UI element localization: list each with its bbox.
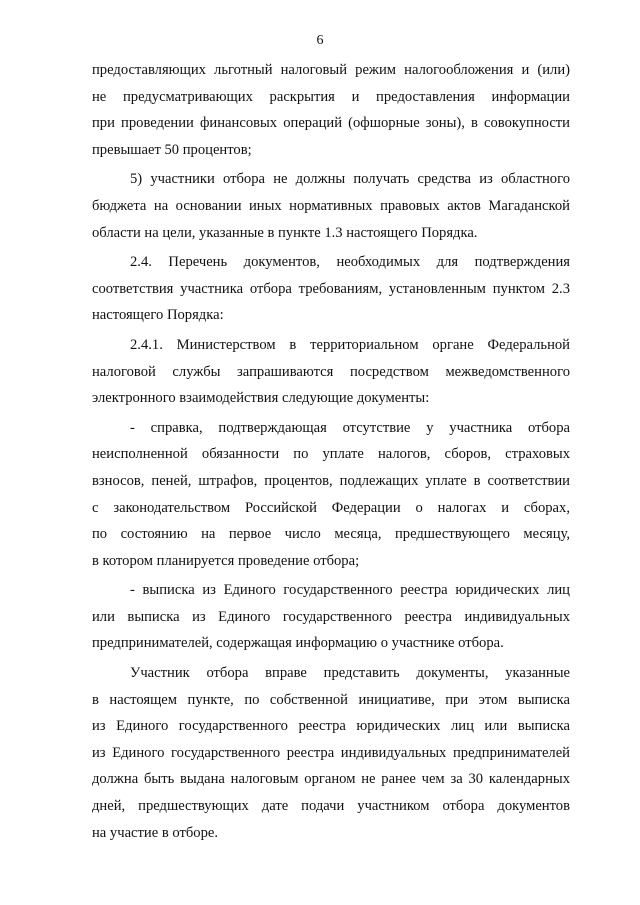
text-line: 2.4. Перечень документов, необходимых для подтверждения — [130, 254, 570, 271]
document-body — [92, 57, 570, 846]
text-line: Участник отбора вправе представить документы, указанные — [130, 665, 570, 682]
text-line: налоговой службы запрашиваются посредством межведомственного — [92, 363, 570, 380]
text-line: превышает 50 процентов; — [92, 141, 252, 158]
text-line: области на цели, указанные в пункте 1.3 настоящего Порядка. — [92, 224, 478, 241]
text-line: при проведении финансовых операций (офшорные зоны), в совокупности — [92, 115, 570, 132]
paragraph-2-4-1 — [92, 332, 570, 412]
text-line: не предусматривающих раскрытия и предоставления информации — [92, 88, 570, 105]
text-line: или выписка из Единого государственного реестра индивидуальных — [92, 608, 570, 625]
text-line: 5) участники отбора не должны получать средства из областного — [130, 171, 570, 188]
text-line: из Единого государственного реестра юридических лиц или выписка — [92, 718, 570, 735]
text-line: в котором планируется проведение отбора; — [92, 552, 360, 569]
paragraph-offshore-continuation — [92, 57, 570, 163]
paragraph-item-5 — [92, 166, 570, 246]
paragraph-tax-certificate — [92, 415, 570, 575]
text-line: - выписка из Единого государственного реестра юридических лиц — [130, 582, 570, 599]
text-line: предоставляющих льготный налоговый режим налогообложения и (или) — [92, 62, 570, 78]
text-line: неисполненной обязанности по уплате налогов, сборов, страховых — [92, 446, 570, 463]
paragraph-2-4 — [92, 249, 570, 329]
text-line: электронного взаимодействия следующие документы: — [92, 390, 430, 407]
text-line: по состоянию на первое число месяца, предшествующего месяцу, — [92, 526, 570, 543]
text-line: дней, предшествующих дате подачи участником отбора документов — [92, 798, 570, 815]
text-line: должна быть выдана налоговым органом не ранее чем за 30 календарных — [92, 771, 570, 788]
paragraph-participant-initiative — [92, 660, 570, 846]
text-line: предпринимателей, содержащая информацию о участнике отбора. — [92, 635, 504, 652]
page-number: 6 — [316, 33, 324, 48]
text-line: взносов, пеней, штрафов, процентов, подлежащих уплате в соответствии — [92, 472, 570, 489]
text-line: 2.4.1. Министерством в территориальном органе Федеральной — [130, 336, 570, 353]
text-line: соответствия участника отбора требованиям, установленным пунктом 2.3 — [92, 280, 570, 297]
text-line: - справка, подтверждающая отсутствие у участника отбора — [130, 419, 570, 436]
text-line: бюджета на основании иных нормативных правовых актов Магаданской — [92, 197, 570, 214]
text-line: на участие в отборе. — [92, 824, 219, 841]
text-line: из Единого государственного реестра индивидуальных предпринимателей — [92, 744, 570, 761]
text-line: настоящего Порядка: — [92, 307, 224, 324]
paragraph-registry-extract — [92, 577, 570, 657]
text-line: в настоящем пункте, по собственной инициативе, при этом выписка — [92, 691, 570, 708]
text-line: с законодательством Российской Федерации о налогах и сборах, — [92, 499, 570, 516]
